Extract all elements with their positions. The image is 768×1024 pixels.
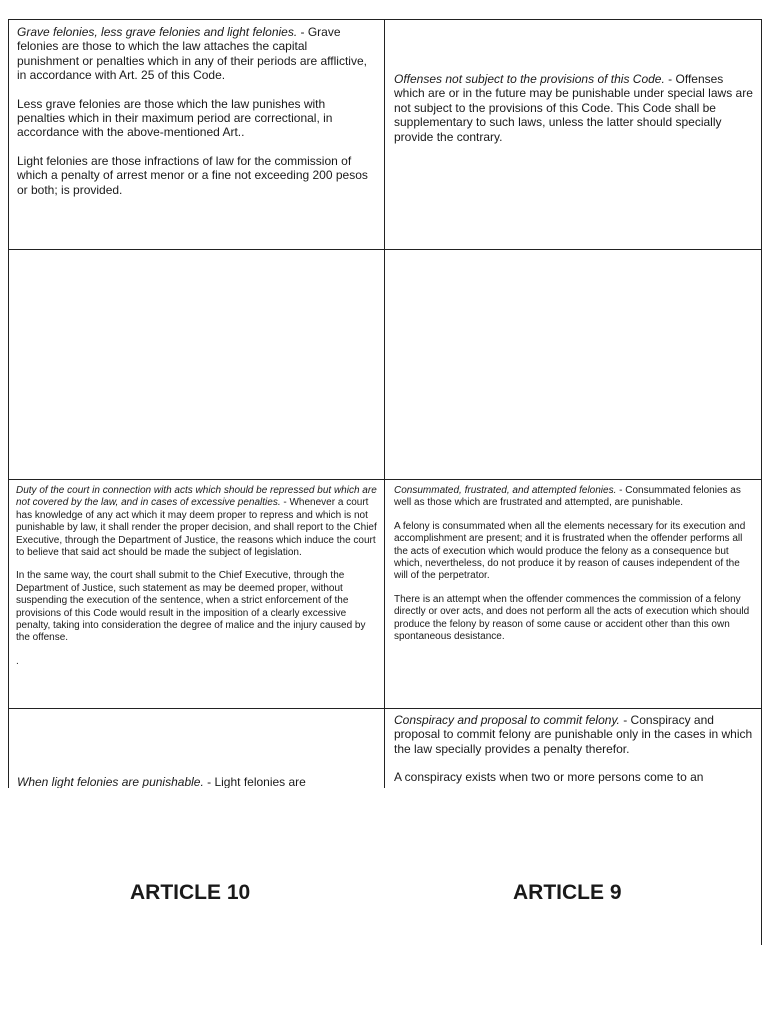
cell-light-felonies-punishable	[17, 775, 379, 788]
cell-text: - Grave felonies are those to which the law attaches the capital punishment or penalties which in any of their periods are afflictive, in accordance with Art. 25 of this Code.	[17, 25, 367, 83]
cell-consummated-felonies	[394, 485, 756, 643]
cell-text: - Whenever a court has knowledge of any act which it may deem proper to repress and which is not punishable by law, it shall render the proper decision, and shall report to the Chief Executive, through the Department of Justice, the reasons which induce the court to believe that said act should be made the subject of legislation.	[16, 497, 377, 559]
cell-text: - Offenses which are or in the future may be punishable under special laws are not subject to the provisions of this Code. This Code shall be supplementary to such laws, unless the latter should specially provide the contrary.	[394, 72, 753, 144]
cell-heading: Duty of the court in connection with acts which should be repressed but which are not covered by the law, and in cases of excessive penalties.	[16, 485, 377, 509]
cell-trailing-mark: .	[16, 655, 19, 667]
right-edge-line	[761, 788, 762, 945]
grid-line-right	[761, 19, 762, 788]
cell-heading: Grave felonies, less grave felonies and light felonies.	[17, 25, 298, 39]
cell-offenses-not-subject	[394, 72, 756, 144]
cell-text: - Conspiracy and proposal to commit felony are punishable only in the cases in which the law specially provides a penalty therefor.	[394, 713, 753, 756]
cell-grave-felonies	[17, 25, 369, 197]
cell-empty-left	[9, 250, 384, 479]
cell-text: - Light felonies are	[203, 775, 306, 788]
article-10-label: ARTICLE 10	[130, 881, 251, 904]
cell-paragraph: A felony is consummated when all the elements necessary for its execution and accomplishment are present; and it is frustrated when the offender performs all the acts of execution which would produce the felony as a consequence but which, nevertheless, do not produce it by reason of causes independent of the will of the perpetrator.	[394, 520, 746, 582]
card-grid	[8, 19, 762, 788]
grid-line-row3	[8, 708, 762, 709]
cell-heading: Consummated, frustrated, and attempted felonies.	[394, 485, 617, 496]
cell-paragraph: Light felonies are those infractions of law for the commission of which a penalty of arrest menor or a fine not exceeding 200 pesos or both; is provided.	[17, 153, 368, 197]
cell-paragraph: There is an attempt when the offender commences the commission of a felony directly or over acts, and does not perform all the acts of execution which should produce the felony by reason of some cause or accident other than this own spontaneous desistance.	[394, 593, 750, 643]
cell-paragraph: In the same way, the court shall submit to the Chief Executive, through the Department of Justice, such statement as may be deemed proper, without suspending the execution of the sentence, when a strict enforcement of the provisions of this Code would result in the imposition of a clearly excessive penalty, taking into consideration the degree of malice and the injury caused by the offense.	[16, 570, 366, 644]
grid-line-top	[8, 19, 762, 20]
cell-empty-right	[385, 250, 761, 479]
cell-heading: Conspiracy and proposal to commit felony.	[394, 713, 620, 727]
cell-paragraph: Less grave felonies are those which the law punishes with penalties which in their maximum period are correctional, in accordance with the above-mentioned Art..	[17, 96, 333, 140]
cell-heading: When light felonies are punishable.	[17, 775, 204, 788]
grid-line-row2	[8, 479, 762, 480]
article-label-area	[0, 788, 768, 1024]
cell-text: - Consummated felonies as well as those which are frustrated and attempted, are punishable.	[394, 485, 741, 509]
cell-paragraph: A conspiracy exists when two or more persons come to an	[394, 770, 704, 785]
cell-conspiracy-proposal	[394, 713, 756, 785]
article-9-label: ARTICLE 9	[513, 881, 622, 904]
cell-duty-of-court	[16, 485, 378, 668]
cell-heading: Offenses not subject to the provisions of this Code.	[394, 72, 665, 86]
